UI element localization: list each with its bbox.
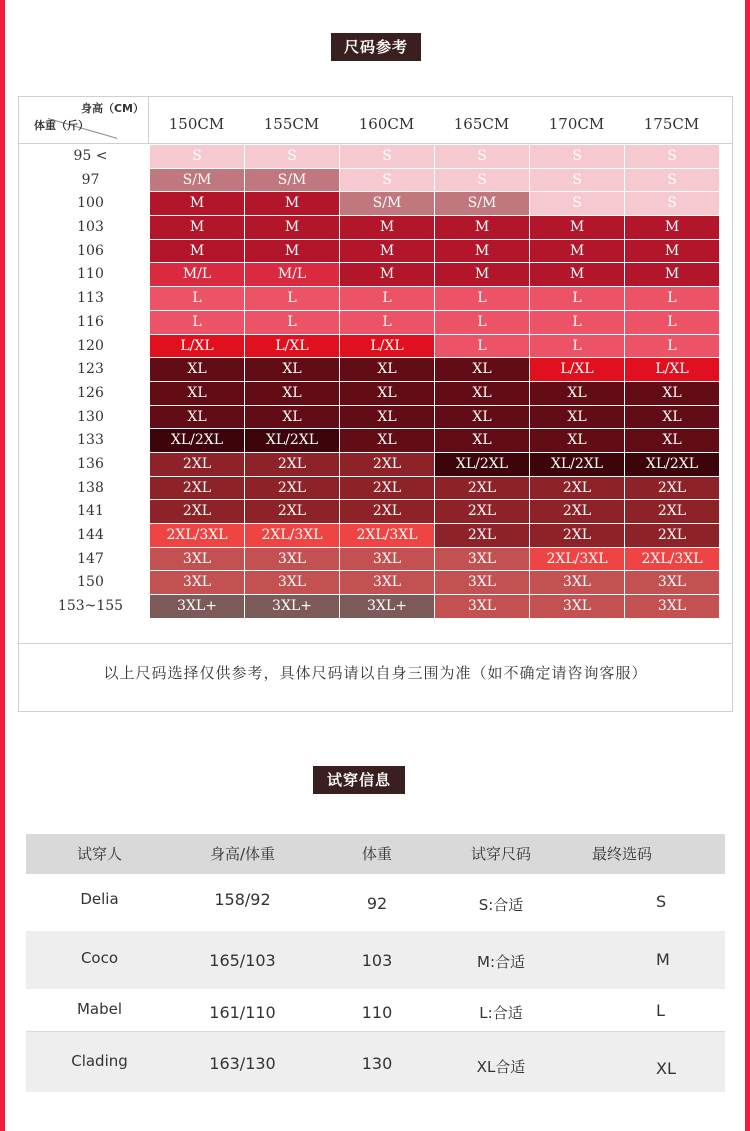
size-cell: 2XL	[435, 524, 529, 547]
size-cell: M	[150, 240, 244, 263]
size-row	[150, 406, 720, 430]
tester-final-size: L	[656, 1001, 665, 1020]
size-cell: L/XL	[340, 335, 434, 358]
size-cell: M	[340, 216, 434, 239]
weight-label: 130	[77, 408, 104, 425]
weight-label: 100	[77, 195, 104, 212]
chart-divider	[18, 643, 733, 644]
size-cell: S	[150, 145, 244, 168]
size-row	[150, 169, 720, 193]
left-border-stripe	[0, 0, 5, 1131]
height-header: 170CM	[548, 115, 605, 133]
size-row	[150, 595, 720, 619]
size-row	[150, 500, 720, 524]
size-cell: XL/2XL	[435, 453, 529, 476]
size-cell: 2XL	[245, 500, 339, 523]
size-cell: M	[435, 240, 529, 263]
size-chart-note: 以上尺码选择仅供参考，具体尺码请以自身三围为准（如不确定请咨询客服）	[103, 664, 648, 682]
size-row	[150, 358, 720, 382]
size-cell: M	[625, 216, 719, 239]
size-row	[150, 287, 720, 311]
size-row	[150, 335, 720, 359]
size-cell: 3XL+	[340, 595, 434, 618]
weight-label: 113	[77, 290, 104, 307]
size-cell: 3XL+	[150, 595, 244, 618]
size-cell: 2XL	[625, 524, 719, 547]
size-cell: M	[150, 192, 244, 215]
size-cell: 3XL	[435, 571, 529, 594]
size-cell: XL	[340, 358, 434, 381]
size-cell: S	[530, 145, 624, 168]
tester-height-weight: 165/103	[209, 951, 276, 970]
size-cell: L	[625, 311, 719, 334]
size-cell: S	[625, 169, 719, 192]
weight-label: 110	[77, 266, 104, 283]
weight-column	[18, 145, 149, 619]
weight-label: 144	[77, 527, 104, 543]
size-row	[150, 240, 720, 264]
size-cell: L	[435, 335, 529, 358]
size-cell: 3XL	[625, 571, 719, 594]
weight-label: 126	[77, 384, 104, 401]
size-cell: XL	[150, 382, 244, 405]
tester-height-weight: 158/92	[214, 890, 271, 909]
size-row	[150, 429, 720, 453]
size-cell: M	[435, 216, 529, 239]
size-cell: M	[530, 263, 624, 286]
table-row	[26, 989, 725, 1032]
tester-weight: 103	[361, 951, 393, 970]
weight-label: 150	[77, 574, 104, 591]
tester-try-size: L:合适	[479, 1004, 523, 1022]
size-cell: 2XL	[530, 500, 624, 523]
table-row	[26, 874, 725, 931]
tester-name: Delia	[80, 890, 119, 908]
size-cell: 2XL/3XL	[340, 524, 434, 547]
size-row	[150, 548, 720, 572]
size-cell: XL	[340, 382, 434, 405]
corner-height-label: 身高（CM）	[80, 102, 144, 115]
size-cell: 2XL	[150, 500, 244, 523]
size-cell: S	[625, 192, 719, 215]
size-cell: XL/2XL	[150, 429, 244, 452]
size-cell: 2XL	[530, 477, 624, 500]
size-cell: 3XL	[530, 571, 624, 594]
height-header: 175CM	[643, 115, 700, 133]
size-cell: XL	[625, 429, 719, 452]
size-cell: 3XL	[150, 571, 244, 594]
size-cell: 3XL+	[245, 595, 339, 618]
size-chart-corner	[18, 96, 149, 144]
size-cell: S	[245, 145, 339, 168]
size-cell: XL	[530, 429, 624, 452]
size-cell: L	[530, 311, 624, 334]
size-cell: XL	[245, 358, 339, 381]
size-cell: S/M	[150, 169, 244, 192]
size-cell: XL/2XL	[625, 453, 719, 476]
size-cell: 2XL	[340, 453, 434, 476]
weight-label: 136	[77, 455, 104, 472]
tester-final-size: S	[656, 892, 667, 911]
height-header: 155CM	[263, 115, 320, 133]
size-cell: 3XL	[150, 548, 244, 571]
size-row	[150, 477, 720, 501]
size-cell: M	[625, 240, 719, 263]
size-chart-title: 尺码参考	[331, 33, 421, 61]
size-cell: L	[340, 311, 434, 334]
weight-label: 116	[77, 313, 104, 330]
size-cell: XL	[435, 382, 529, 405]
size-cell: L/XL	[625, 358, 719, 381]
weight-label: 141	[77, 503, 104, 520]
size-cell: XL/2XL	[245, 429, 339, 452]
tester-final-size: XL	[656, 1059, 676, 1078]
size-cell: M/L	[150, 263, 244, 286]
size-cell: L/XL	[530, 358, 624, 381]
weight-label: 153~155	[57, 598, 124, 615]
size-cell: S/M	[340, 192, 434, 215]
size-row	[150, 311, 720, 335]
size-cell: L	[530, 287, 624, 310]
size-cell: L	[150, 311, 244, 334]
tester-try-size: XL合适	[476, 1058, 526, 1076]
weight-label: 138	[77, 479, 104, 496]
size-cell: L	[435, 287, 529, 310]
size-cell: 3XL	[340, 548, 434, 571]
size-cell: L	[530, 335, 624, 358]
size-cell: 2XL	[625, 500, 719, 523]
size-cell: 2XL/3XL	[625, 548, 719, 571]
tester-weight: 92	[366, 894, 388, 913]
table-row	[26, 931, 725, 989]
header-final-size: 最终选码	[592, 845, 653, 863]
right-border-stripe	[745, 0, 750, 1131]
height-header-row	[149, 96, 733, 144]
size-cell: M	[530, 240, 624, 263]
size-cell: XL	[435, 429, 529, 452]
weight-label: 97	[81, 171, 100, 188]
size-cell: 3XL	[435, 595, 529, 618]
size-cell: M	[245, 192, 339, 215]
size-cell: XL	[340, 406, 434, 429]
size-cell: 2XL	[150, 453, 244, 476]
size-cell: 2XL	[435, 500, 529, 523]
size-cell: XL	[530, 406, 624, 429]
size-cell: 2XL	[625, 477, 719, 500]
size-cell: 2XL	[245, 453, 339, 476]
size-cell: L/XL	[150, 335, 244, 358]
size-cell: S	[340, 169, 434, 192]
size-cell: XL	[625, 406, 719, 429]
size-cell: XL	[530, 382, 624, 405]
size-cell: M	[150, 216, 244, 239]
size-cell: S	[530, 192, 624, 215]
size-grid	[150, 145, 720, 619]
height-header: 165CM	[453, 115, 510, 133]
size-cell: M	[625, 263, 719, 286]
weight-label: 133	[77, 432, 104, 449]
header-try-size: 试穿尺码	[470, 845, 531, 863]
size-cell: S	[625, 145, 719, 168]
tester-height-weight: 161/110	[209, 1003, 276, 1022]
try-on-table	[26, 834, 725, 1092]
weight-label: 95 <	[73, 148, 108, 164]
size-cell: L	[625, 335, 719, 358]
size-cell: XL/2XL	[530, 453, 624, 476]
size-cell: XL	[435, 406, 529, 429]
tester-height-weight: 163/130	[209, 1054, 276, 1073]
size-cell: XL	[150, 406, 244, 429]
size-cell: 2XL	[435, 477, 529, 500]
size-row	[150, 571, 720, 595]
size-cell: 2XL/3XL	[245, 524, 339, 547]
size-cell: S	[340, 145, 434, 168]
size-row	[150, 453, 720, 477]
size-cell: 3XL	[245, 548, 339, 571]
weight-label: 120	[77, 337, 104, 354]
height-header: 160CM	[358, 115, 415, 133]
size-cell: L	[625, 287, 719, 310]
size-cell: L/XL	[245, 335, 339, 358]
size-cell: M	[530, 216, 624, 239]
try-on-header-row	[26, 834, 725, 874]
header-tester: 试穿人	[76, 845, 122, 863]
size-cell: M	[340, 240, 434, 263]
tester-weight: 110	[361, 1003, 393, 1022]
tester-name: Clading	[71, 1052, 128, 1070]
size-cell: M	[245, 240, 339, 263]
size-cell: 2XL	[340, 477, 434, 500]
size-cell: M	[340, 263, 434, 286]
size-cell: S	[530, 169, 624, 192]
try-on-title: 试穿信息	[313, 766, 405, 794]
weight-label: 147	[77, 550, 104, 567]
size-row	[150, 263, 720, 287]
size-cell: M	[245, 216, 339, 239]
size-cell: 2XL	[340, 500, 434, 523]
size-cell: 2XL	[245, 477, 339, 500]
tester-try-size: M:合适	[477, 953, 525, 971]
size-cell: L	[150, 287, 244, 310]
size-cell: 3XL	[340, 571, 434, 594]
size-cell: XL	[625, 382, 719, 405]
size-cell: M/L	[245, 263, 339, 286]
corner-weight-label: 体重（斤）	[34, 119, 89, 132]
size-cell: 2XL	[530, 524, 624, 547]
size-cell: 2XL/3XL	[530, 548, 624, 571]
size-cell: L	[245, 311, 339, 334]
weight-label: 103	[77, 219, 104, 236]
size-cell: L	[435, 311, 529, 334]
tester-weight: 130	[361, 1054, 393, 1073]
weight-label: 123	[77, 361, 104, 378]
tester-name: Coco	[80, 949, 119, 967]
size-cell: S	[435, 145, 529, 168]
size-cell: 3XL	[245, 571, 339, 594]
size-cell: 2XL/3XL	[150, 524, 244, 547]
size-cell: 3XL	[530, 595, 624, 618]
header-height-weight: 身高/体重	[209, 845, 276, 863]
size-cell: 3XL	[435, 548, 529, 571]
size-cell: XL	[150, 358, 244, 381]
size-row	[150, 192, 720, 216]
size-cell: L	[245, 287, 339, 310]
size-cell: S	[435, 169, 529, 192]
size-cell: 3XL	[625, 595, 719, 618]
size-row	[150, 382, 720, 406]
size-cell: M	[435, 263, 529, 286]
table-row	[26, 1032, 725, 1092]
size-row	[150, 145, 720, 169]
size-cell: XL	[245, 406, 339, 429]
tester-final-size: M	[656, 950, 670, 969]
tester-try-size: S:合适	[478, 896, 524, 914]
size-row	[150, 524, 720, 548]
size-cell: L	[340, 287, 434, 310]
size-row	[150, 216, 720, 240]
size-cell: XL	[340, 429, 434, 452]
tester-name: Mabel	[76, 1000, 123, 1018]
size-cell: S/M	[245, 169, 339, 192]
size-cell: XL	[435, 358, 529, 381]
size-cell: S/M	[435, 192, 529, 215]
weight-label: 106	[77, 242, 104, 259]
size-cell: XL	[245, 382, 339, 405]
height-header: 150CM	[168, 115, 225, 133]
header-weight: 体重	[361, 845, 392, 863]
size-cell: 2XL	[150, 477, 244, 500]
